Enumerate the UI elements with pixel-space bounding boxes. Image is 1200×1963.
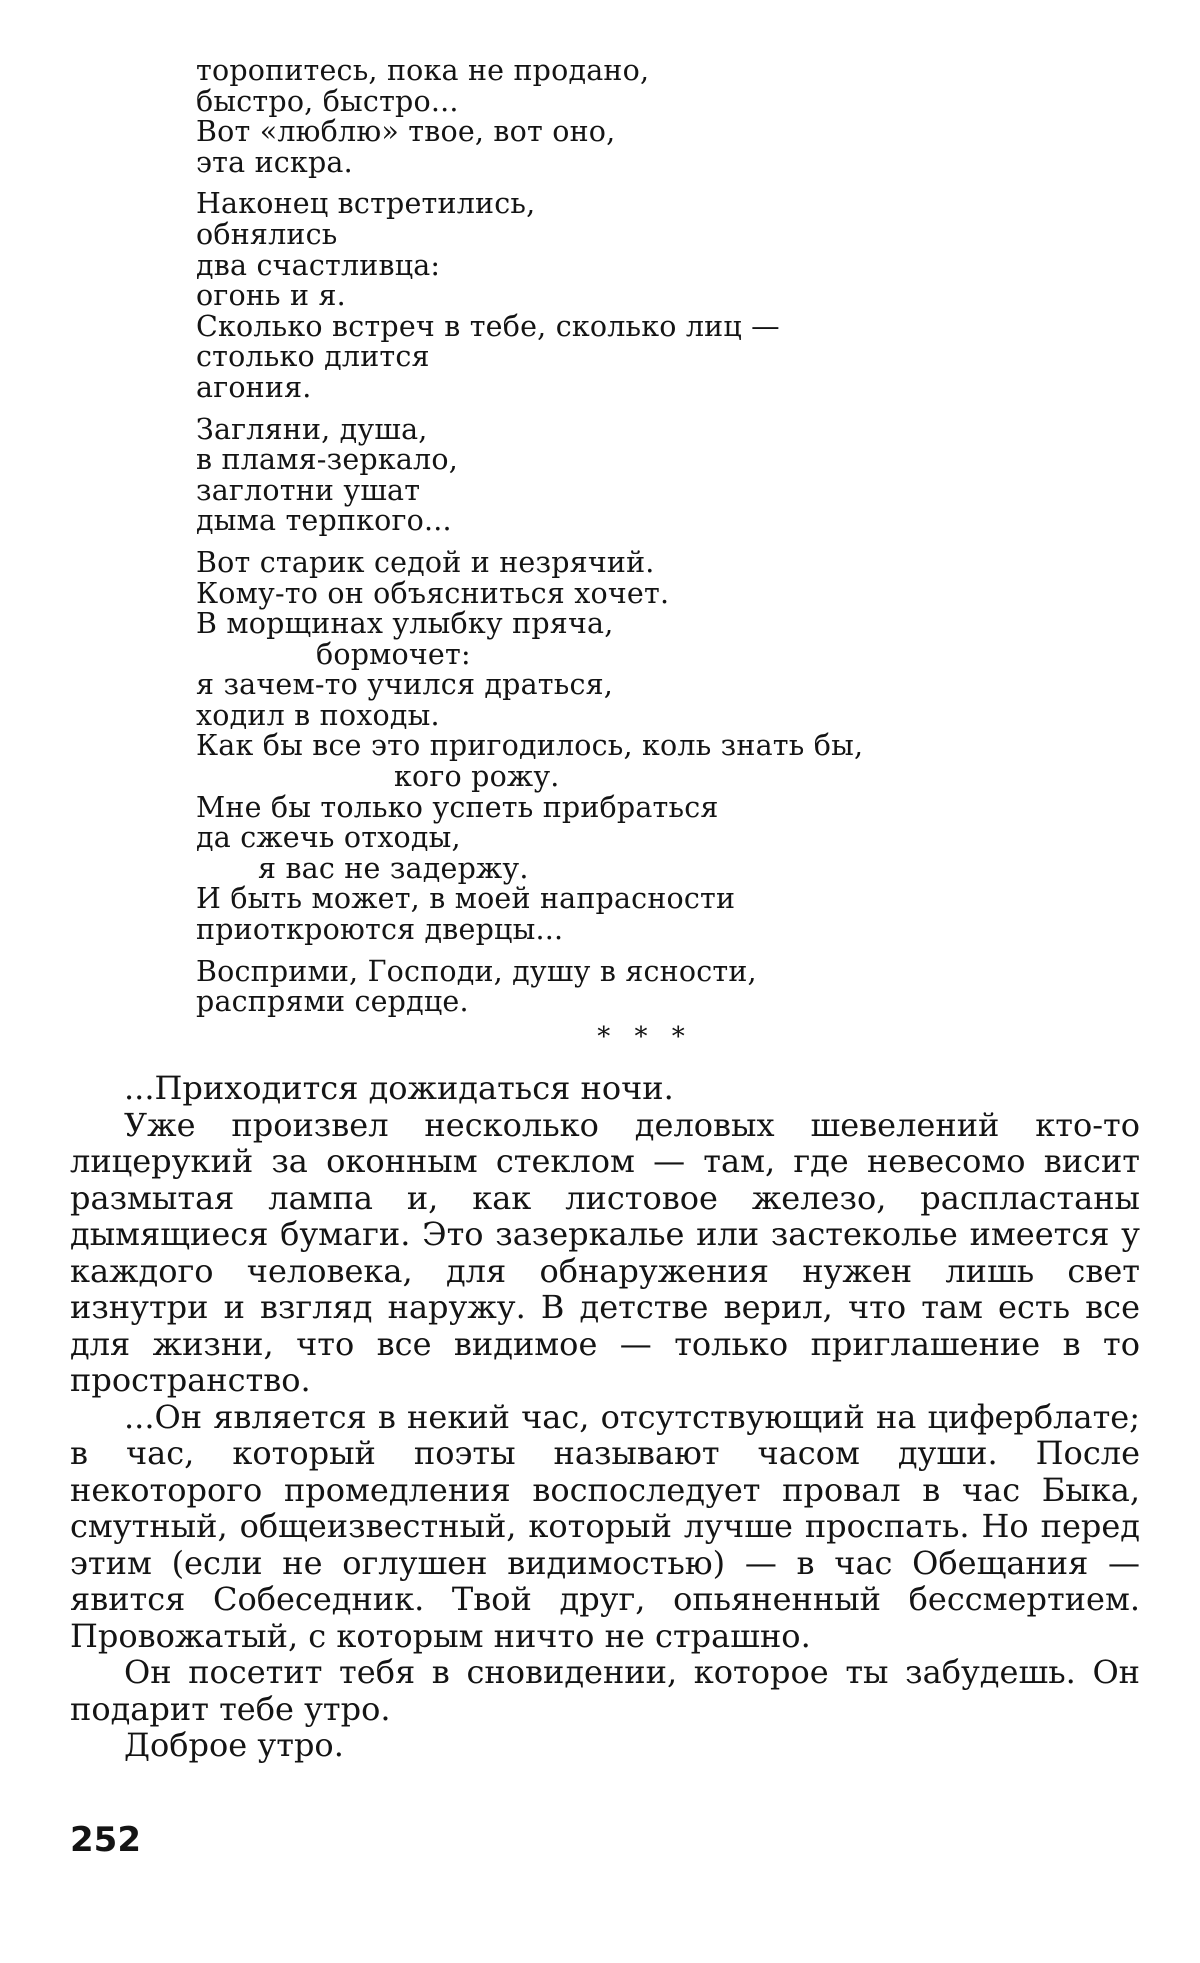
poem xyxy=(196,56,956,1029)
verse-line: эта искра. xyxy=(196,145,353,179)
verse-line: заглотни ушат xyxy=(196,473,421,507)
verse-line: распрями сердце. xyxy=(196,985,469,1019)
verse-line: обнялись xyxy=(196,217,338,251)
verse-line: да сжечь отходы, xyxy=(196,821,461,855)
section-separator: * * * xyxy=(597,1022,693,1052)
verse-line: дыма терпкого... xyxy=(196,504,452,538)
verse-line: Кому-то он объясниться хочет. xyxy=(196,576,670,610)
verse-line: Мне бы только успеть прибраться xyxy=(196,790,719,824)
verse-line: ходил в походы. xyxy=(196,698,440,732)
verse-line: агония. xyxy=(196,370,312,404)
page-number: 252 xyxy=(70,1820,141,1860)
paragraph: ...Он является в некий час, отсутствующий на циферблате; в час, который поэты называют часом души. После некоторого промедления воспоследует провал в час Быка, смутный, общеизвестный, который лучше проспать. Но перед этим (если не оглушен видимостью) — в час Обещания — явится Собеседник. Твой друг, опьяненный бессмертием. Провожатый, с которым ничто не страшно. xyxy=(70,1397,1140,1655)
paragraph: Уже произвел несколько деловых шевелений кто-то лицерукий за оконным стеклом — там, где невесомо висит размытая лампа и, как листовое железо, распластаны дымящиеся бумаги. Это зазеркалье или застеколье имеется у каждого человека, для обнаружения нужен лишь свет изнутри и взгляд наружу. В детстве верил, что там есть все для жизни, что все видимое — только приглашение в то пространство. xyxy=(70,1105,1140,1399)
verse-line: Наконец встретились, xyxy=(196,187,536,221)
stanza xyxy=(196,412,956,538)
verse-line: кого рожу. xyxy=(394,760,560,794)
verse-line: Сколько встреч в тебе, сколько лиц — xyxy=(196,309,780,343)
verse-line: огонь и я. xyxy=(196,279,346,313)
verse-line: быстро, быстро... xyxy=(196,84,459,118)
stanza xyxy=(196,189,956,403)
stanza xyxy=(196,56,956,178)
verse-line: я вас не задержу. xyxy=(258,851,529,885)
verse-line: два счастливца: xyxy=(196,248,441,282)
prose-text xyxy=(70,1070,1140,1764)
verse-line: столько длится xyxy=(196,340,430,374)
stanza xyxy=(196,545,956,947)
paragraph: Он посетит тебя в сновидении, которое ты забудешь. Он подарит тебе утро. xyxy=(70,1653,1140,1728)
verse-line: Как бы все это пригодилось, коль знать бы, xyxy=(196,729,864,763)
verse-line: приоткроются дверцы... xyxy=(196,913,564,947)
verse-line: торопитесь, пока не продано, xyxy=(196,54,650,87)
paragraph: ...Приходится дожидаться ночи. xyxy=(124,1069,674,1107)
verse-line: бормочет: xyxy=(316,637,471,671)
stanza xyxy=(196,954,956,1019)
verse-line: в пламя-зеркало, xyxy=(196,443,458,477)
paragraph: Доброе утро. xyxy=(124,1726,344,1764)
verse-line: Вот «люблю» твое, вот оно, xyxy=(196,115,616,149)
verse-line: И быть может, в моей напрасности xyxy=(196,882,736,916)
verse-line: Загляни, душа, xyxy=(196,412,428,446)
verse-line: я зачем-то учился драться, xyxy=(196,668,614,702)
verse-line: Вот старик седой и незрячий. xyxy=(196,545,655,579)
verse-line: В морщинах улыбку пряча, xyxy=(196,607,614,641)
verse-line: Восприми, Господи, душу в ясности, xyxy=(196,954,757,988)
